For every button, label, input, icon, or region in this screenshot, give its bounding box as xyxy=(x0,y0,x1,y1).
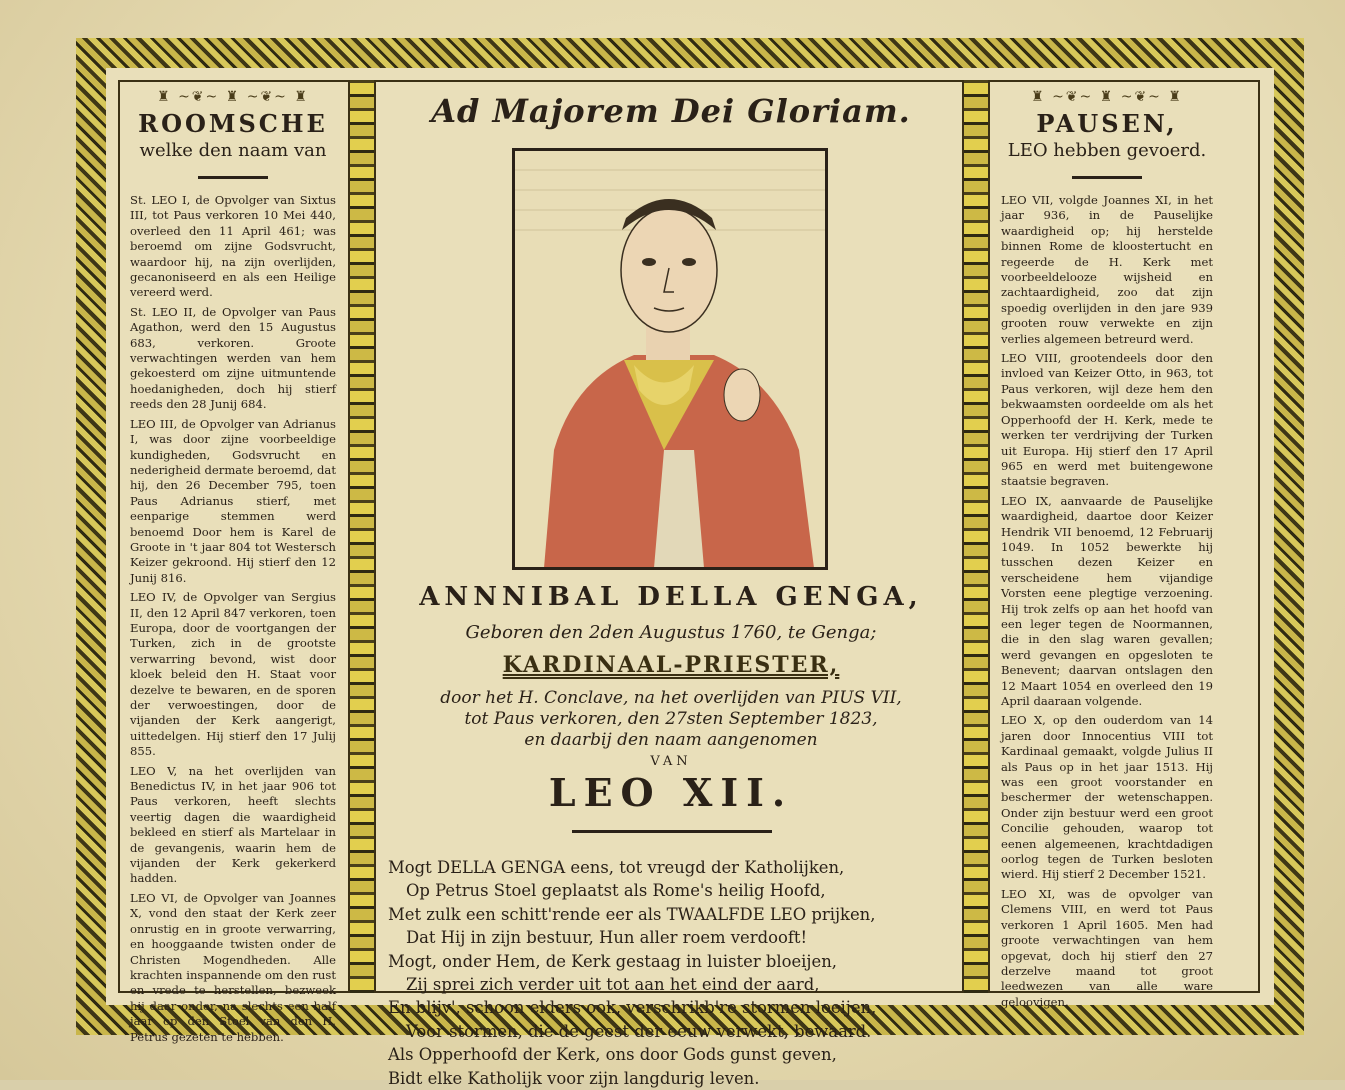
right-subtitle: LEO hebben gevoerd. xyxy=(1007,140,1207,161)
right-paragraph: LEO IX, aanvaarde de Pauselijke waardigheid, daartoe door Keizer Hendrik VII benoemd, 12 Februarij 1049. In 1052 bewerkte hij tusschen dezen Keizer en verscheidene hem vijandige Vorsten eene plegtige verzoening. Hij trok zelfs op aan het hoofd van een leger tegen de Noormannen, die in den slag waren gevallen; werd gevangen en opgesloten te Benevent; daarvan ontslagen den 12 Maart 1054 en overleed den 19 April daaraan volgende. xyxy=(1001,493,1213,708)
left-subtitle: welke den naam van xyxy=(139,140,327,161)
right-paragraph: LEO VII, volgde Joannes XI, in het jaar 936, in de Pauselijke waardigheid op; hij herstelde binnen Rome de kloostertucht en regeerde de H. Kerk met voorbeeldelooze wijsheid en zachtaardigheid, zoo dat zijn spoedig overlijden in den jare 939 grooten rouw verwekte en zijn verlies algemeen betreurd werd. xyxy=(1001,193,1213,346)
left-title: ROOMSCHE xyxy=(138,109,328,138)
poem-line: Mogt, onder Hem, de Kerk gestaag in luister bloeijen, xyxy=(388,951,837,971)
left-paragraph: LEO VI, de Opvolger van Joannes X, vond den staat der Kerk zeer onrustig en in groote verwarring, en hooggaande twisten onder de Christen Mogendheden. Alle krachten inspannende om den rust en vrede te herstellen, bezweek hij daar onder, na slechts een half jaar op den Stoel van den H. Petrus gezeten te hebben. xyxy=(130,890,336,1044)
poem xyxy=(388,856,958,1090)
poem-line: Dat Hij in zijn bestuur, Hun aller roem verdooft! xyxy=(406,928,808,948)
pope-name: ANNNIBAL DELLA GENGA, xyxy=(419,582,923,612)
right-rule xyxy=(1072,176,1142,179)
left-column xyxy=(124,86,344,1044)
poem-line: Zij sprei zich verder uit tot aan het eind der aard, xyxy=(406,975,820,995)
poem-line: En blijv', schoon elders ook, verschrikb're stormen loeijen, xyxy=(388,998,877,1018)
van-label: VAN xyxy=(650,754,692,769)
election-text xyxy=(382,688,960,751)
election-line-2: tot Paus verkoren, den 27sten September 1823, xyxy=(464,709,878,729)
right-paragraph: LEO XI, was de opvolger van Clemens VIII, en werd tot Paus verkoren 1 April 1605. Men had groote verwachtingen van hem opgevat, doch hij stierf den 27 derzelve maand tot groot leedwezen van alle ware geloovigen. xyxy=(1001,886,1213,1009)
election-line-1: door het H. Conclave, na het overlijden van PIUS VII, xyxy=(440,688,902,708)
left-ornament: ♜ ~❦~ ♜ ~❦~ ♜ xyxy=(157,89,309,105)
left-rule xyxy=(198,176,268,179)
left-paragraph: LEO III, de Opvolger van Adrianus I, was door zijne voorbeeldige kundigheden, Godsvrucht en nederigheid dermate beroemd, dat hij, den 26 December 795, toen Paus Adrianus stierf, met eenparige stemmen werd benoemd Door hem is Karel de Groote in 't jaar 804 tot Westersch Keizer gekroond. Hij stierf den 12 Junij 816. xyxy=(130,416,336,585)
pope-portrait-image xyxy=(514,150,826,568)
election-line-3: en daarbij den naam aangenomen xyxy=(524,730,818,750)
portrait-frame xyxy=(512,148,828,570)
poem-line: Met zulk een schitt'rende eer als TWAALFDE LEO prijken, xyxy=(388,904,876,924)
right-paragraph: LEO VIII, grootendeels door den invloed van Keizer Otto, in 963, tot Paus verkoren, wijl deze hem den bekwaamsten oordeelde om als het Opperhoofd der H. Kerk, mede te werken ter verdrijving der Turken uit Europa. Hij stierf den 17 April 965 en werd met buitengewone staatsie begraven. xyxy=(1001,351,1213,489)
right-divider-band xyxy=(962,80,990,993)
motto-heading: Ad Majorem Dei Gloriam. xyxy=(431,92,911,130)
papal-name: LEO XII. xyxy=(548,770,794,815)
right-paragraph: LEO X, op den ouderdom van 14 jaren door Innocentius VIII tot Kardinaal gemaakt, volgde Julius II als Paus op in het jaar 1513. Hij was een groot voorstander en beschermer der wetenschappen. Onder zijn bestuur werd een groot Concilie gehouden, waarop tot eenen algemeenen, krachtdadigen oorlog tegen de Turken besloten wierd. Hij stierf 2 December 1521. xyxy=(1001,713,1213,882)
left-paragraph: LEO IV, de Opvolger van Sergius II, den 12 April 847 verkoren, toen Europa, door de voortgangen der Turken, zich in de grootste verwarring bevond, wist door kloek beleid den H. Staat voor dezelve te bewaren, en de sporen der verwoestingen, door de vijanden der Kerk aangerigt, uittedelgen. Hij stierf den 17 Julij 855. xyxy=(130,590,336,759)
left-divider-band xyxy=(348,80,376,993)
right-title: PAUSEN, xyxy=(1036,109,1178,138)
right-ornament: ♜ ~❦~ ♜ ~❦~ ♜ xyxy=(1031,89,1183,105)
poem-line: Voor stormen, die de geest der eeuw verwekt, bewaard. xyxy=(406,1021,872,1041)
left-paragraph: St. LEO II, de Opvolger van Paus Agathon, werd den 15 Augustus 683, verkoren. Groote verwachtingen werden van hem gekoesterd om zijne uitmuntende hoedanigheden, doch hij stierf reeds den 28 Junij 684. xyxy=(130,304,336,412)
cardinal-title: KARDINAAL-PRIESTER, xyxy=(502,652,840,678)
right-column xyxy=(995,86,1217,1009)
birth-line: Geboren den 2den Augustus 1760, te Genga; xyxy=(465,622,877,643)
center-column xyxy=(382,86,960,1088)
poem-line: Mogt DELLA GENGA eens, tot vreugd der Katholijken, xyxy=(388,858,845,877)
poem-line: Als Opperhoofd der Kerk, ons door Gods gunst geven, xyxy=(388,1045,837,1065)
poem-line: Bidt elke Katholijk voor zijn langdurig leven. xyxy=(388,1068,760,1088)
poem-line: Op Petrus Stoel geplaatst als Rome's heilig Hoofd, xyxy=(406,881,826,901)
left-paragraph: LEO V, na het overlijden van Benedictus IV, in het jaar 906 tot Paus verkoren, heeft slechts veertig dagen die waardigheid bekleed en stierf als Martelaar in de gevangenis, waarin hem de vijanden der Kerk gekerkerd hadden. xyxy=(130,763,336,886)
left-paragraph: St. LEO I, de Opvolger van Sixtus III, tot Paus verkoren 10 Mei 440, overleed den 11 April 461; was beroemd om zijne Godsvrucht, waardoor hij, na zijn overlijden, gecanoniseerd en als een Heilige vereerd werd. xyxy=(130,193,336,300)
center-rule xyxy=(572,830,772,833)
